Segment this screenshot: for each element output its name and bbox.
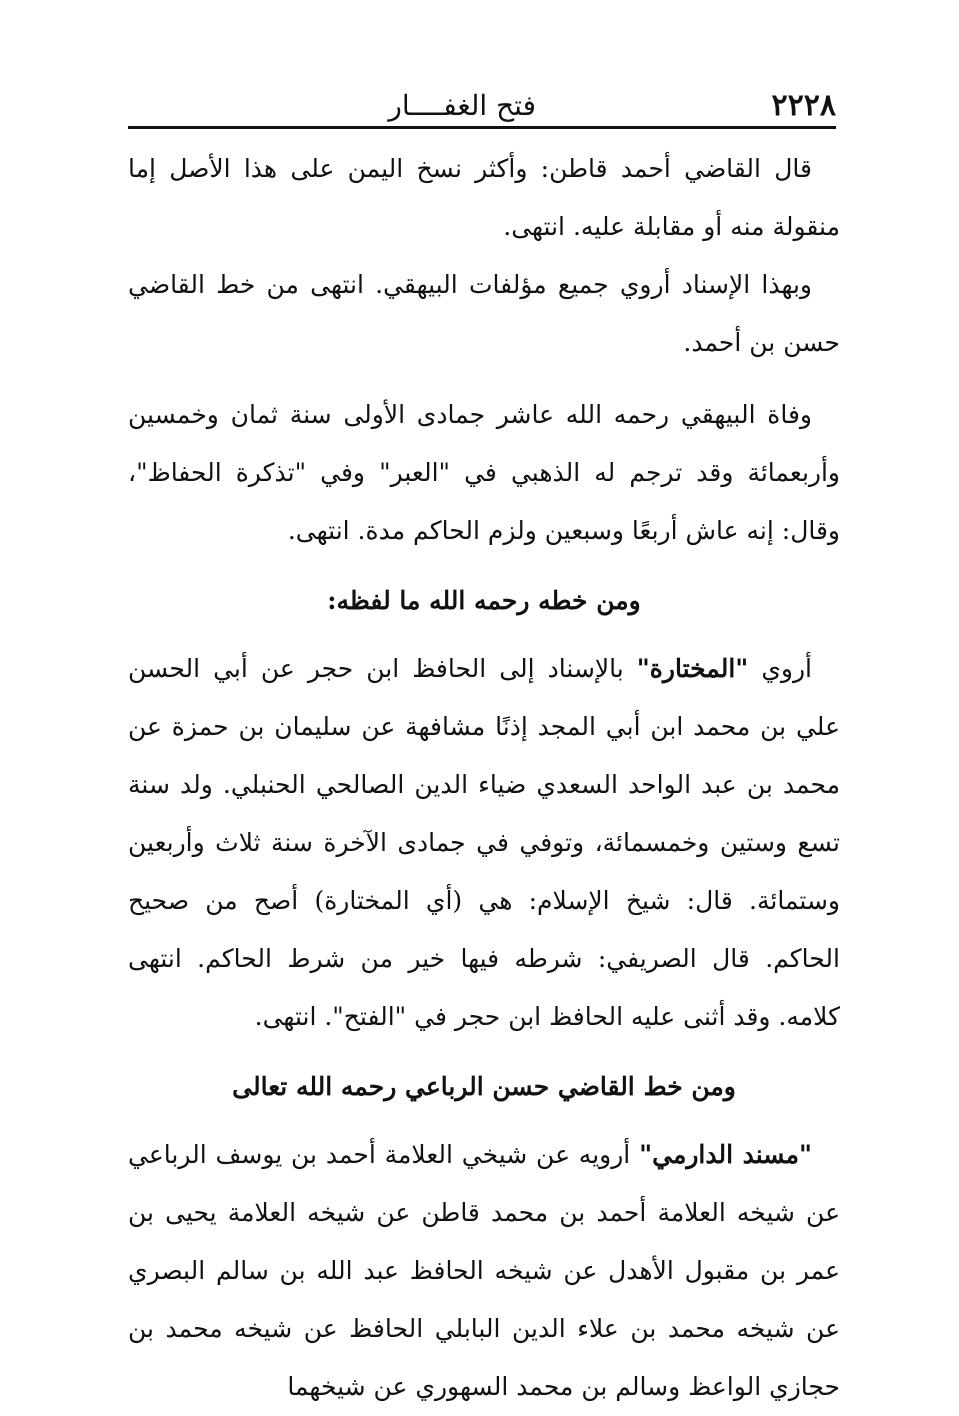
section-heading-1: ومن خطه رحمه الله ما لفظه: (327, 586, 641, 615)
header-rule (128, 126, 836, 129)
paragraph-2: وبهذا الإسناد أروي جميع مؤلفات البيهقي. انتهى من خط القاضي حسن بن أحمد. (128, 270, 840, 357)
page-header (128, 86, 836, 126)
section-heading-2: ومن خط القاضي حسن الرباعي رحمه الله تعالى (232, 1072, 736, 1101)
paragraph-4-text: بالإسناد إلى الحافظ ابن حجر عن أبي الحسن علي بن محمد ابن أبي المجد إذنًا مشافهة عن سليمان بن حمزة عن محمد بن عبد الواحد السعدي ضياء الدين الصالحي الحنبلي. ولد سنة تسع وستين وخمسمائة، وتوفي في جمادى الآخرة سنة ثلاث وأربعين وستمائة. قال: شيخ الإسلام: هي (أي المختارة) أصح من صحيح الحاكم. قال الصريفي: شرطه فيها خير من شرط الحاكم. انتهى كلامه. وقد أثنى عليه الحافظ ابن حجر في "الفتح". انتهى. (128, 654, 840, 1031)
paragraph-3: وفاة البيهقي رحمه الله عاشر جمادى الأولى سنة ثمان وخمسين وأربعمائة وقد ترجم له الذهبي في "العبر" وفي "تذكرة الحفاظ"، وقال: إنه عاش أربعًا وسبعين ولزم الحاكم مدة. انتهى. (128, 400, 840, 545)
running-title: فتح الغفــــار (388, 89, 536, 122)
paragraph-5-title: "مسند الدارمي" (639, 1140, 812, 1169)
paragraph-4-title: "المختارة" (636, 654, 749, 683)
paragraph-5-text: أرويه عن شيخي العلامة أحمد بن يوسف الرباعي عن شيخه العلامة أحمد بن محمد قاطن عن شيخه العلامة يحيى بن عمر بن مقبول الأهدل عن شيخه الحافظ عبد الله بن سالم البصري عن شيخه محمد بن علاء الدين البابلي الحافظ عن شيخه محمد بن حجازي الواعظ وسالم بن محمد السهوري عن شيخهما (128, 1140, 840, 1401)
paragraph-4 (128, 640, 840, 1046)
paragraph-4-prefix: أروي (748, 654, 813, 683)
page-body (128, 140, 840, 1416)
page-number: ٢٢٢٨ (771, 88, 836, 123)
paragraph-1: قال القاضي أحمد قاطن: وأكثر نسخ اليمن على هذا الأصل إما منقولة منه أو مقابلة عليه. انتهى. (128, 154, 840, 241)
paragraph-5 (128, 1126, 840, 1416)
